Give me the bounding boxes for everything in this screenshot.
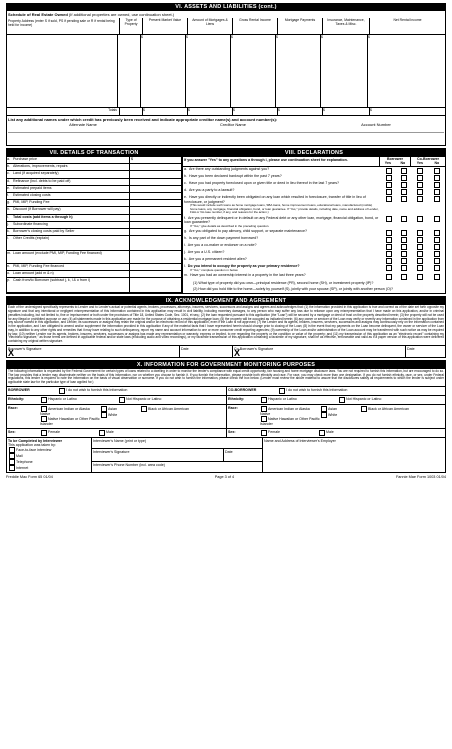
borrower-col-label: Borrower xyxy=(387,157,403,161)
schedule-body[interactable] xyxy=(7,35,445,107)
transaction-item-key: i. xyxy=(7,214,9,219)
transaction-item-key: g. xyxy=(7,200,10,205)
declaration-question: Are you a permanent resident alien? xyxy=(188,257,247,262)
borrower-signature-label: Borrower's Signature xyxy=(8,346,42,351)
alternate-names-text: List any additional names under which credit has previously been received and indicate appropriate creditor name(s) and account number(s): xyxy=(8,117,278,122)
borrower-monitoring: BORROWER I do not wish to furnish this information Ethnicity: Hispanic or Latino Not Hispanic or Latino Race: American Indian or Alaska Native Native Hawaiian or Other Pacific Islander Asian White Black or African American Sex: Female Male xyxy=(7,387,227,437)
transaction-item-key: b. xyxy=(7,164,10,169)
transaction-item-amount[interactable] xyxy=(130,215,181,221)
declaration-checkbox[interactable] xyxy=(401,196,407,202)
declaration-item xyxy=(183,273,445,280)
transaction-item xyxy=(7,200,181,207)
transaction-item-amount[interactable] xyxy=(130,251,181,263)
transaction-item-label: Estimated closing costs xyxy=(13,193,130,199)
col-net: Net Rental Income xyxy=(393,18,422,22)
declaration-item xyxy=(183,181,445,188)
transaction-item-amount[interactable] xyxy=(130,207,181,213)
declaration-question: Are you obligated to pay alimony, child support, or separate maintenance? xyxy=(189,229,307,234)
transaction-item xyxy=(7,264,181,271)
section-7 xyxy=(6,148,182,294)
section-10 xyxy=(6,360,446,474)
declaration-key: m. xyxy=(184,273,188,278)
declaration-checkbox[interactable] xyxy=(401,274,407,280)
col-market: Present Market Value xyxy=(143,18,188,34)
declaration-question: Are there any outstanding judgments against you? xyxy=(189,167,270,172)
coborrower-signature-x: X xyxy=(234,348,241,359)
declaration-question: Is any part of the down payment borrowed? xyxy=(189,236,259,241)
alternate-name-label: Alternate Name xyxy=(69,122,97,127)
declaration-question: Have you been declared bankrupt within the past 7 years? xyxy=(189,174,282,179)
transaction-item-key: o. xyxy=(7,271,10,276)
col-mortgages: Amount of Mortgages & Liens xyxy=(188,18,233,34)
transaction-item-key: m. xyxy=(7,251,11,256)
declaration-note: (This would include such loans as home mortgage loans, SBA loans, home improvement loans, educational loans, manufactured (mobile) home loans, any mortgage, financial obligation, bond, or loan guarantee. If "Yes," provide details, including date, name and address of Lender, FHA or VA case number, if any, and reasons for the action.) xyxy=(190,203,379,215)
declaration-question: Are you a U.S. citizen? xyxy=(187,250,225,255)
transaction-item xyxy=(7,229,181,236)
transaction-item-label: Cash from/to Borrower (subtract j, k, l & o from i) xyxy=(13,278,130,292)
declaration-key: c. xyxy=(184,181,187,186)
interviewer-title: To be Completed by Interviewer xyxy=(8,438,63,443)
transaction-item xyxy=(7,157,181,164)
declaration-checkbox[interactable] xyxy=(434,274,440,280)
monitoring-grid xyxy=(7,386,445,437)
transaction-item-key: k. xyxy=(7,228,10,233)
declaration-question: Are you a co-maker or endorser on a note? xyxy=(187,243,257,248)
borrower-signature-x: X xyxy=(8,348,15,359)
transaction-item-amount[interactable] xyxy=(130,171,181,177)
declaration-checkbox[interactable] xyxy=(386,274,392,280)
transaction-item-amount[interactable]: $ xyxy=(131,157,133,161)
transaction-item-amount[interactable] xyxy=(130,222,181,228)
borrower-date-label: Date xyxy=(181,346,189,351)
declaration-checkbox[interactable] xyxy=(417,265,423,271)
interviewer-block: To be Completed by Interviewer This application was taken by: Face-to-face interview Mail Telephone Internet Interviewer's Name (print or type) Interviewer's Signature Date Interviewer's Phone Number (incl. area code) Name and Address of Interviewer's Employer xyxy=(7,437,445,473)
declaration-checkbox[interactable] xyxy=(401,216,407,222)
m1-question: (1) What type of property did you own—principal residence (PR), second home (SH), or investment property (IP)? xyxy=(193,280,374,285)
transaction-item-amount[interactable] xyxy=(130,229,181,235)
col-address: Property Address (enter S if sold, PS if pending sale or R if rental being held for income) xyxy=(7,18,120,34)
declaration-item xyxy=(183,229,445,236)
transaction-item-label: Total costs (add items a through h) xyxy=(13,215,130,221)
transaction-item-amount[interactable] xyxy=(130,186,181,192)
declarations-intro: If you answer "Yes" to any questions a through i, please use continuation sheet for explanation. xyxy=(184,158,348,162)
declaration-key: h. xyxy=(184,236,187,241)
internet-checkbox[interactable] xyxy=(9,465,15,471)
declaration-checkbox[interactable] xyxy=(401,265,407,271)
transaction-item xyxy=(7,236,181,251)
coborrower-signature-label: Co-Borrower's Signature xyxy=(234,346,274,351)
declaration-key: i. xyxy=(184,243,186,248)
monitoring-text: The following information is requested by the Federal Government for certain types of loans related to a dwelling in order to monitor the lender's compliance with equal credit opportunity, fair housing and home mortgage disclosure laws. You are not required to furnish this information, but are encouraged to do so. The law provides that a lender may discriminate neither on the basis of this information, nor on whether you choose to furnish it. If you furnish the information, please provide both ethnicity and race. For race, you may check more than one designation. If you do not furnish ethnicity, race, or sex, under Federal regulations, this lender is required to note the information on the basis of visual observation or surname. If you do not wish to furnish the information, please check the box below. (Lender must review the above material to assure that the disclosures satisfy all requirements to which the lender is subject under applicable state law for the particular type of loan applied for.) xyxy=(8,368,444,384)
transaction-item xyxy=(7,207,181,214)
coborrower-label: CO-BORROWER xyxy=(228,387,257,392)
declaration-checkbox[interactable] xyxy=(386,196,392,202)
transaction-item-amount[interactable] xyxy=(130,200,181,206)
interviewer-date-field[interactable]: Date xyxy=(225,449,233,454)
transaction-item-key: d. xyxy=(7,178,10,183)
declaration-checkbox[interactable] xyxy=(417,216,423,222)
col-insurance: Insurance, Maintenance, Taxes & Misc. xyxy=(323,18,370,34)
declaration-item xyxy=(183,250,445,257)
declaration-key: b. xyxy=(184,174,187,179)
declaration-items xyxy=(183,167,445,280)
transaction-item-label: Subordinate financing xyxy=(13,222,130,228)
acknowledgment-text: Each of the undersigned specifically represents to Lender and to Lender's actual or potential agents, brokers, processors, attorneys, insurers, servicers, successors and assigns and agrees and acknowledges that: (1) the information provided in this application is true and correct as of the date set forth opposite my signature and that any intentional or negligent misrepresentation of this information contained in this application may result in civil liability, including monetary damages, to any person who may suffer any loss due to reliance upon any misrepresentation that I have made on this application, and/or in criminal penalties including, but not limited to, fine or imprisonment or both under the provisions of Title 18, United States Code, Sec. 1001, et seq.; (2) the loan requested pursuant to this application (the "Loan") will be secured by a mortgage or deed of trust on the property described herein; (3) the property will not be used for any illegal or prohibited purpose or use; (4) all statements made in this application are made for the purpose of obtaining a residential mortgage loan; (5) the property will be occupied as indicated herein; (6) any owner or servicer of the Loan may verify or reverify any information contained in the application from any source named in this application, and Lender, its successors or assigns may retain the original and/or an electronic record of this application, even if the Loan is not approved; (7) the Lender and its agents, brokers, insurers, servicers, successors and assigns may continuously rely on the information contained in the application, and I am obligated to amend and/or supplement the information provided in this application if any of the material facts that I have represented herein should change prior to closing of the Loan; (8) in the event that my payments on the Loan become delinquent, the owner or servicer of the Loan may, in addition to any other rights and remedies that it may have relating to such delinquency, report my name and account information to one or more consumer credit reporting agencies; (9) ownership of the Loan and/or administration of the Loan account may be transferred with such notice as may be required by law; (10) neither Lender nor its agents, brokers, insurers, servicers, successors or assigns has made any representation or warranty, express or implied, to me regarding the property or the condition or value of the property; and (11) my transmission of this application as an "electronic record" containing my "electronic signature," as those terms are defined in applicable federal and/or state laws (excluding audio and video recordings), or my facsimile transmission of this application containing a facsimile of my signature, shall be as effective, enforceable and valid as if a paper version of this application were delivered containing my original written signature. xyxy=(8,305,444,344)
declaration-question: Have you directly or indirectly been obligated on any loan which resulted in foreclosure, transfer of title in lieu of foreclosure, or judgment? xyxy=(184,195,366,204)
transaction-item xyxy=(7,278,181,293)
schedule-header-row xyxy=(7,18,445,35)
account-number-label: Account Number xyxy=(361,122,391,127)
declaration-item xyxy=(183,188,445,195)
transaction-item xyxy=(7,251,181,264)
transaction-item xyxy=(7,171,181,178)
declaration-item xyxy=(183,167,445,174)
transaction-item-amount[interactable] xyxy=(130,271,181,277)
declaration-key: a. xyxy=(184,167,187,172)
transaction-item xyxy=(7,222,181,229)
totals-row: Totals $ $ $ $ $ $ xyxy=(7,107,445,115)
transaction-item-key: j. xyxy=(7,221,9,226)
section-6-header: VI. ASSETS AND LIABILITIES (cont.) xyxy=(6,3,446,11)
transaction-item-amount[interactable] xyxy=(130,236,181,250)
transaction-items xyxy=(7,157,181,293)
declaration-item xyxy=(183,264,445,273)
declaration-checkbox[interactable] xyxy=(417,274,423,280)
transaction-item-amount[interactable] xyxy=(130,278,181,292)
declaration-question: Have you had property foreclosed upon or given title or deed in lieu thereof in the last 7 years? xyxy=(188,181,340,186)
transaction-item-amount[interactable] xyxy=(130,179,181,185)
interviewer-name-field[interactable]: Interviewer's Name (print or type) xyxy=(92,438,262,449)
declaration-item xyxy=(183,174,445,181)
alternate-names-lines[interactable] xyxy=(8,132,444,144)
transaction-item-label: Loan amount (exclude PMI, MIP, Funding Fee financed) xyxy=(13,251,130,263)
transaction-item xyxy=(7,179,181,186)
declaration-key: k. xyxy=(184,257,187,262)
transaction-item-key: l. xyxy=(7,236,9,241)
creditor-name-label: Creditor Name xyxy=(219,122,246,127)
dollar-sign: $ xyxy=(321,35,323,39)
section-10-header: X. INFORMATION FOR GOVERNMENT MONITORING PURPOSES xyxy=(7,361,445,369)
dollar-sign: $ xyxy=(368,35,370,39)
declaration-question: Do you intend to occupy the property as your primary residence? xyxy=(187,264,300,269)
declaration-item xyxy=(183,215,445,228)
employer-field[interactable]: Name and Address of Interviewer's Employer xyxy=(264,438,336,443)
transaction-item-key: n. xyxy=(7,264,10,269)
declaration-key: f. xyxy=(184,215,186,220)
dollar-sign: $ xyxy=(141,35,143,39)
col-gross: Gross Rental Income xyxy=(233,18,278,34)
transaction-item xyxy=(7,186,181,193)
transaction-item-amount[interactable] xyxy=(130,264,181,270)
transaction-item-label: Purchase price xyxy=(13,157,130,163)
declaration-checkbox[interactable] xyxy=(417,196,423,202)
transaction-item-label: Refinance (incl. debts to be paid off) xyxy=(13,179,130,185)
declaration-key: e. xyxy=(184,195,187,200)
transaction-item-label: Borrower's closing costs paid by Seller xyxy=(13,229,130,235)
col-payments: Mortgage Payments xyxy=(278,18,323,34)
declaration-checkbox[interactable] xyxy=(386,216,392,222)
totals-label: Totals xyxy=(7,108,120,115)
borrower-label: BORROWER xyxy=(8,387,30,392)
m2-question: (2) How did you hold title to the home—solely by yourself (S), jointly with your spouse (SP), or jointly with another person (O)? xyxy=(193,287,393,292)
transaction-item-amount[interactable] xyxy=(130,193,181,199)
declaration-checkbox[interactable] xyxy=(434,265,440,271)
section-7-header: VII. DETAILS OF TRANSACTION xyxy=(7,149,181,157)
schedule-note: (If additional properties are owned, use continuation sheet.) xyxy=(68,12,175,17)
transaction-item-label: Estimated prepaid items xyxy=(13,186,130,192)
declaration-key: l. xyxy=(184,264,186,269)
transaction-item-label: Land (if acquired separately) xyxy=(13,171,130,177)
declaration-item xyxy=(183,195,445,216)
schedule-title: Schedule of Real Estate Owned xyxy=(8,12,68,17)
transaction-item xyxy=(7,271,181,278)
footer-left: Freddie Mac Form 65 01/04 xyxy=(6,475,53,480)
section-9 xyxy=(6,296,446,357)
transaction-item-key: h. xyxy=(7,207,10,212)
footer-center: Page 3 of 4 xyxy=(214,475,235,480)
dollar-sign: $ xyxy=(186,35,188,39)
transaction-item-key: a. xyxy=(7,157,10,161)
declaration-question: Have you had an ownership interest in a property in the last three years? xyxy=(190,273,306,278)
transaction-item-label: Discount (if Borrower will pay) xyxy=(13,207,130,213)
dollar-sign: $ xyxy=(276,35,278,39)
footer-right: Fannie Mae Form 1003 01/04 xyxy=(395,475,446,480)
declaration-key: d. xyxy=(184,188,187,193)
declaration-note: If "Yes," complete question m below. xyxy=(190,267,239,272)
transaction-item xyxy=(7,164,181,171)
declaration-checkbox[interactable] xyxy=(386,265,392,271)
page-footer xyxy=(6,475,446,479)
section-8: VIII. DECLARATIONS If you answer "Yes" to any questions a through i, please use continuation sheet for explanation. Borrower Yes No Co-Borrower Yes No a. Are there any outstanding judgments against you? b. Have you been declared bankrupt within the past 7 years? c. Have you had property foreclosed upon or given title or deed in lieu thereof in the last 7 years? d. Are you a party to a lawsuit? e. Have you directly or indirectly been obligated on any loan which resulted in foreclosure, transfer of title in lieu of foreclosure, or judgment? (This would include such loans as home mortgage loans, SBA loans, home improvement loans, educational loans, manufactured (mobile) home loans, any mortgage, financial obligation, bond, or loan guarantee. If "Yes," provide details, including date, name and address of Lender, FHA or VA case number, if any, and reasons for the action.) f. Are you presently delinquent or in default on any Federal debt or any other loan, mortgage, financial obligation, bond, or loan guarantee? If "Yes," give details as described in the preceding question. g. Are you obligated to pay alimony, child support, or separate maintenance? h. Is any part of the down payment borrowed? i. Are you a co-maker or endorser on a note? j. Are you a U.S. citizen? k. Are you a permanent resident alien? l. Do you intend to occupy the property as your primary residence? If "Yes," complete question m below. m. Have you had an ownership interest in a property in the last three years? (1) What type of property did you own—principal residence (PR), second home (SH), or investment property (IP)? (2) How did you hold title to the home—solely by yourself (S), jointly with your spouse (SP), or jointly with another person (O)? xyxy=(182,148,446,294)
col-type: Type of Property xyxy=(120,18,143,34)
declaration-question: Are you a party to a lawsuit? xyxy=(189,188,235,193)
section-9-header: IX. ACKNOWLEDGMENT AND AGREEMENT xyxy=(7,297,445,305)
transaction-item-label: PMI, MIP, Funding Fee financed xyxy=(13,264,130,270)
declaration-question: Are you presently delinquent or in default on any Federal debt or any other loan, mortgage, financial obligation, bond, or loan guarantee? xyxy=(184,215,379,225)
transaction-item-key: e. xyxy=(7,185,10,190)
coborrower-date-label: Date xyxy=(407,346,415,351)
transaction-item-label: Alterations, improvements, repairs xyxy=(13,164,130,170)
transaction-item xyxy=(7,193,181,200)
form-page xyxy=(6,0,446,479)
signature-row xyxy=(7,345,445,357)
declaration-checkbox[interactable] xyxy=(434,216,440,222)
transaction-item-key: p. xyxy=(7,278,10,283)
alternate-names-block xyxy=(6,116,446,146)
no-furnish-checkbox[interactable] xyxy=(59,388,65,394)
section-8-header: VIII. DECLARATIONS xyxy=(183,149,445,157)
interviewer-phone-field[interactable]: Interviewer's Phone Number (incl. area code) xyxy=(93,462,165,467)
real-estate-schedule xyxy=(6,11,446,116)
interviewer-signature-field[interactable]: Interviewer's Signature xyxy=(92,449,224,461)
declaration-item xyxy=(183,243,445,250)
sections-7-8 xyxy=(6,148,446,294)
transaction-item-label: Loan amount (add m & n) xyxy=(13,271,130,277)
transaction-item-amount[interactable] xyxy=(130,164,181,170)
declaration-item xyxy=(183,236,445,243)
dollar-sign: $ xyxy=(231,35,233,39)
declaration-note: If "Yes," give details as described in the preceding question. xyxy=(190,223,270,228)
transaction-item xyxy=(7,215,181,222)
declaration-item xyxy=(183,257,445,264)
declaration-checkbox[interactable] xyxy=(434,196,440,202)
coborrower-col-label: Co-Borrower xyxy=(417,157,439,161)
coborrower-monitoring: CO-BORROWER I do not wish to furnish this information Ethnicity: Hispanic or Latino Not Hispanic or Latino Race: American Indian or Alaska Native Native Hawaiian or Other Pacific Islander Asian White Black or African American Sex: Female Male xyxy=(227,387,445,437)
transaction-item-key: f. xyxy=(7,192,9,197)
transaction-item-key: c. xyxy=(7,171,10,176)
transaction-item-label: PMI, MIP, Funding Fee xyxy=(13,200,130,206)
transaction-item-label: Other Credits (explain) xyxy=(13,236,130,250)
declaration-key: g. xyxy=(184,229,187,234)
declaration-key: j. xyxy=(184,250,186,255)
